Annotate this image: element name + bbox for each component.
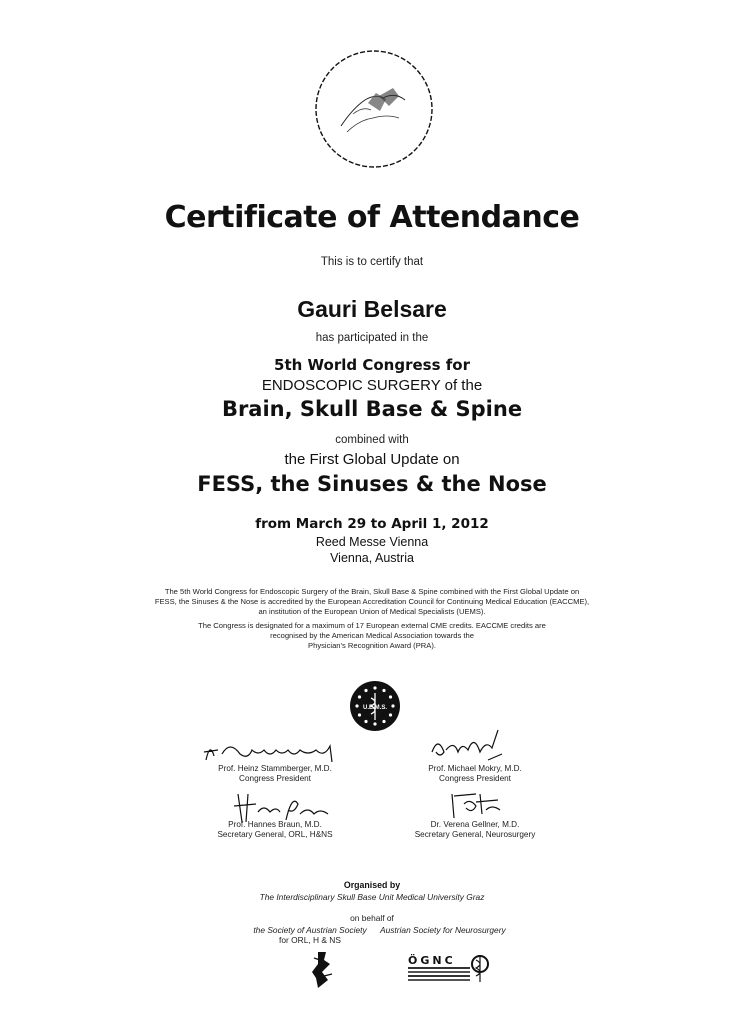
signature-stammberger [200, 732, 340, 766]
organised-by-heading: Organised by [343, 880, 401, 890]
signatory-1-name: Prof. Heinz Stammberger, M.D. [218, 764, 332, 773]
on-behalf-text: on behalf of [350, 913, 394, 923]
ognc-logo-text: ÖGNC [408, 954, 456, 967]
event-city: Vienna, Austria [330, 551, 414, 565]
signatory-3-role: Secretary General, ORL, H&NS [217, 830, 333, 839]
signatory-1-role: Congress President [239, 774, 311, 783]
signatory-4 [380, 820, 570, 840]
accreditation-line-2: FESS, the Sinuses & the Nose is accredited by the European Accreditation Council for Continuing Medical Education (EACCME), [154, 597, 590, 606]
signatory-1 [180, 764, 370, 784]
signatory-2-role: Congress President [439, 774, 511, 783]
accreditation-line-3: an institution of the European Union of Medical Specialists (UEMS). [258, 607, 486, 616]
combined-text: combined with [335, 434, 409, 446]
society-neurosurgery: Austrian Society for Neurosurgery [380, 925, 506, 935]
society-orl-line2: for ORL, H & NS [279, 935, 341, 945]
signatory-3 [180, 820, 370, 840]
congress-title-line3: Brain, Skull Base & Spine [221, 397, 523, 421]
recipient-name: Gauri Belsare [297, 296, 447, 322]
certificate-title: Certificate of Attendance [164, 200, 580, 235]
uems-emblem-text: U.E.M.S. [362, 705, 388, 711]
signatory-2 [380, 764, 570, 784]
congress-emblem-logo [313, 48, 435, 170]
signatory-2-name: Prof. Michael Mokry, M.D. [428, 764, 522, 773]
congress-title-line2: ENDOSCOPIC SURGERY of the [261, 377, 483, 394]
update-title-line2: FESS, the Sinuses & the Nose [197, 472, 547, 496]
signatory-4-role: Secretary General, Neurosurgery [414, 830, 536, 839]
signatory-4-name: Dr. Verena Gellner, M.D. [430, 820, 520, 829]
signature-mokry [428, 722, 518, 768]
accreditation-text [0, 587, 744, 651]
event-dates: from March 29 to April 1, 2012 [255, 516, 489, 532]
organising-unit: The Interdisciplinary Skull Base Unit Medical University Graz [259, 892, 485, 902]
signature-gellner [446, 790, 506, 822]
signatory-3-name: Prof. Hannes Braun, M.D. [228, 820, 322, 829]
event-venue: Reed Messe Vienna [315, 535, 429, 549]
society-orl-line1: the Society of Austrian Society [253, 925, 367, 935]
update-title-line1: the First Global Update on [284, 451, 460, 468]
intro-text: This is to certify that [320, 256, 424, 268]
society-orl [245, 925, 375, 945]
participated-text: has participated in the [315, 332, 429, 344]
accreditation-line-5: recognised by the American Medical Association towards the [270, 631, 474, 640]
accreditation-line-4: The Congress is designated for a maximum of 17 European external CME credits. EACCME credits are [198, 621, 546, 630]
orl-society-logo [308, 950, 336, 990]
uems-emblem-logo [349, 680, 401, 732]
congress-title-line1: 5th World Congress for [274, 356, 470, 374]
accreditation-line-6: Physician's Recognition Award (PRA). [308, 641, 436, 650]
accreditation-line-1: The 5th World Congress for Endoscopic Surgery of the Brain, Skull Base & Spine combined with the First Global Update on [164, 587, 580, 596]
ognc-society-logo [404, 950, 490, 986]
